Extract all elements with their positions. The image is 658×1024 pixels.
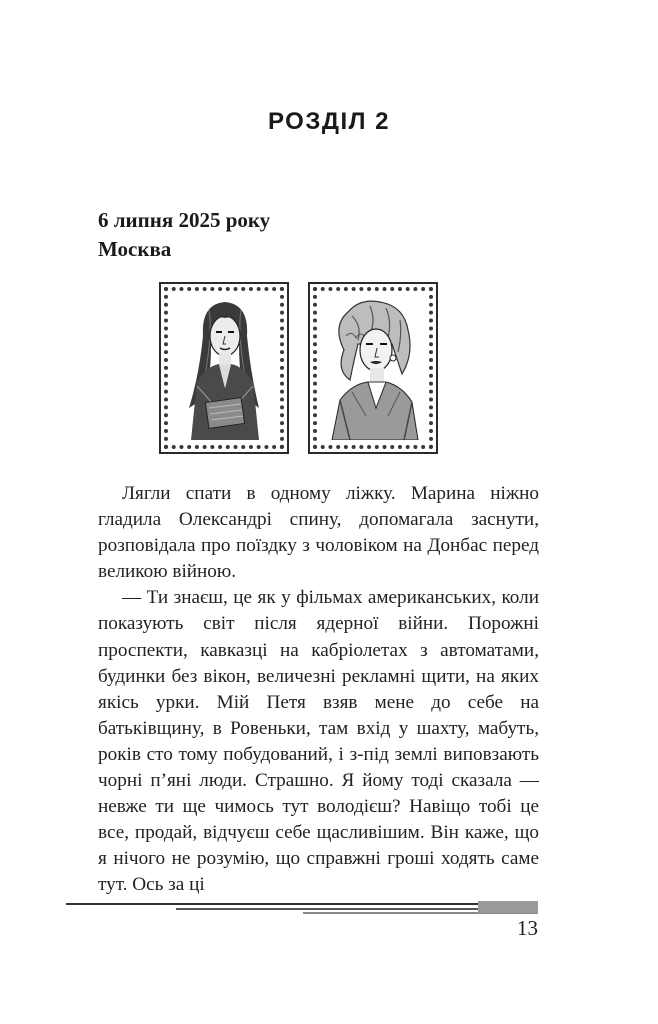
paragraph-1: Лягли спати в одному ліжку. Марина ніжно гладила Олександрі спину, допомагала заснути, розповідала про поїздку з чоловіком на Донбас перед великою війною. (98, 483, 539, 583)
paragraph-2: — Ти знаєш, це як у фільмах американських, коли показують світ після ядерної війни. Порожні проспекти, кавказці на кабріолетах з автоматами, будинки без вікон, величезні рекламні щити, на яких якісь урки. Мій Петя взяв мене до себе на батьківщину, в Ровеньки, там вхід у шахту, мабуть, років сто тому побудований, і з-під землі виповзають чорні п’яні люди. Страшно. Я йому тоді сказала — невже ти ще чимось тут володієш? Навіщо тобі це все, продай, відчуєш себе щасливішим. Він каже, що я нічого не розумію, що справжні гроші ходять саме тут. Ось за ці (98, 587, 539, 896)
portrait-curly-haired-woman-icon (322, 296, 424, 440)
footer-rule-block (478, 901, 538, 913)
page-number: 13 (517, 916, 538, 940)
body-text (98, 481, 539, 899)
dateline-date: 6 липня 2025 року (98, 208, 271, 232)
footer-rule-1 (66, 903, 538, 905)
dateline-place: Москва (98, 237, 172, 261)
portrait-dark-haired-woman-icon (173, 296, 275, 440)
portrait-frame-right (308, 282, 438, 454)
chapter-title: РОЗДІЛ 2 (267, 108, 390, 135)
portrait-frame-left (159, 282, 289, 454)
